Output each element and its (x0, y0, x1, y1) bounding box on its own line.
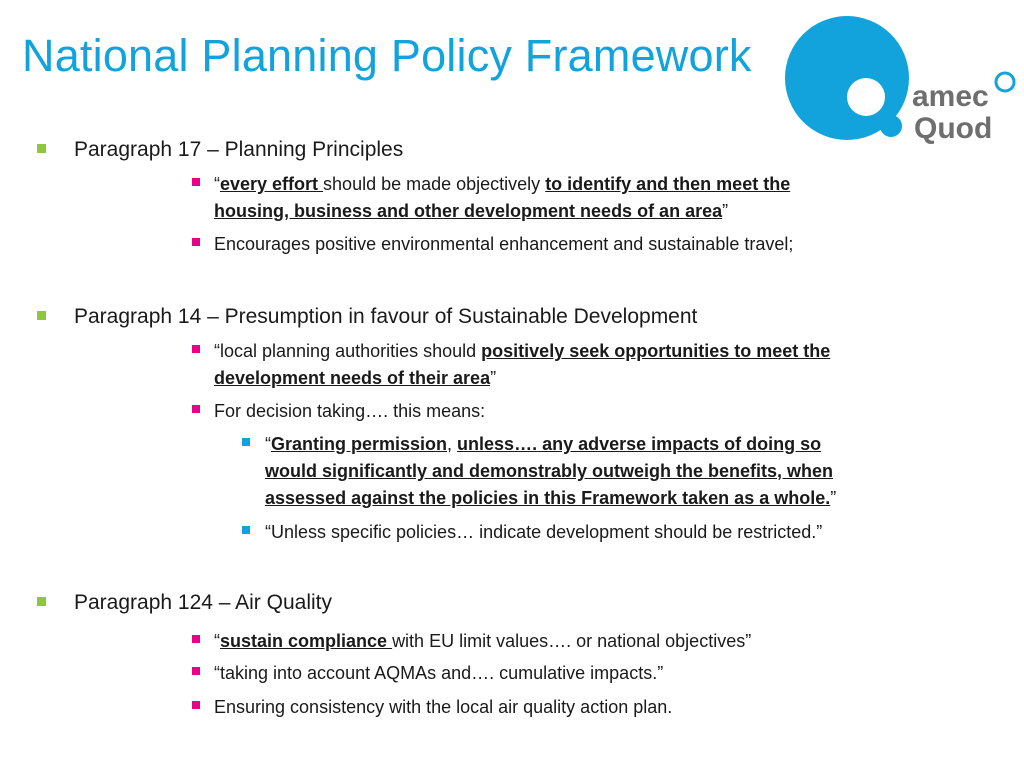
bullet-icon (192, 405, 200, 413)
p14-sub-bullet-2: “Unless specific policies… indicate development should be restricted.” (265, 522, 823, 542)
bullet-icon (37, 597, 46, 606)
sub-bullet-icon (242, 526, 250, 534)
sub-bullet-icon (242, 438, 250, 446)
section-heading-p124: Paragraph 124 – Air Quality (74, 591, 332, 614)
section-heading-p17: Paragraph 17 – Planning Principles (74, 138, 404, 161)
p14-sub-bullet-1: “Granting permission, unless…. any adverse impacts of doing so would significantly and demonstrably outweigh the benefits, when assessed against the policies in this Framework taken as a whole.” (265, 434, 837, 508)
amec-quod-logo (780, 16, 1024, 146)
p14-bullet-2: For decision taking…. this means: (214, 401, 486, 421)
bullet-icon (192, 345, 200, 353)
slide-title: National Planning Policy Framework (22, 30, 752, 81)
p124-bullet-3: Ensuring consistency with the local air quality action plan. (214, 697, 673, 717)
p14-bullet-1: “local planning authorities should positively seek opportunities to meet the development needs of their area” (214, 341, 831, 388)
p17-bullet-2: Encourages positive environmental enhancement and sustainable travel; (214, 234, 794, 254)
section-heading-p14: Paragraph 14 – Presumption in favour of Sustainable Development (74, 305, 698, 328)
p124-bullet-2: “taking into account AQMAs and…. cumulative impacts.” (214, 663, 664, 683)
p124-bullet-1: “sustain compliance with EU limit values…. or national objectives” (214, 631, 752, 651)
bullet-icon (37, 144, 46, 153)
bullet-icon (192, 238, 200, 246)
bullet-icon (192, 635, 200, 643)
bullet-icon (37, 311, 46, 320)
bullet-icon (192, 701, 200, 709)
bullet-icon (192, 667, 200, 675)
p17-bullet-1: “every effort should be made objectively to identify and then meet the housing, business and other development needs of an area” (214, 174, 791, 221)
logo-amec-text: amec (912, 80, 989, 113)
bullet-icon (192, 178, 200, 186)
logo-quod-text: Quod (914, 112, 993, 145)
